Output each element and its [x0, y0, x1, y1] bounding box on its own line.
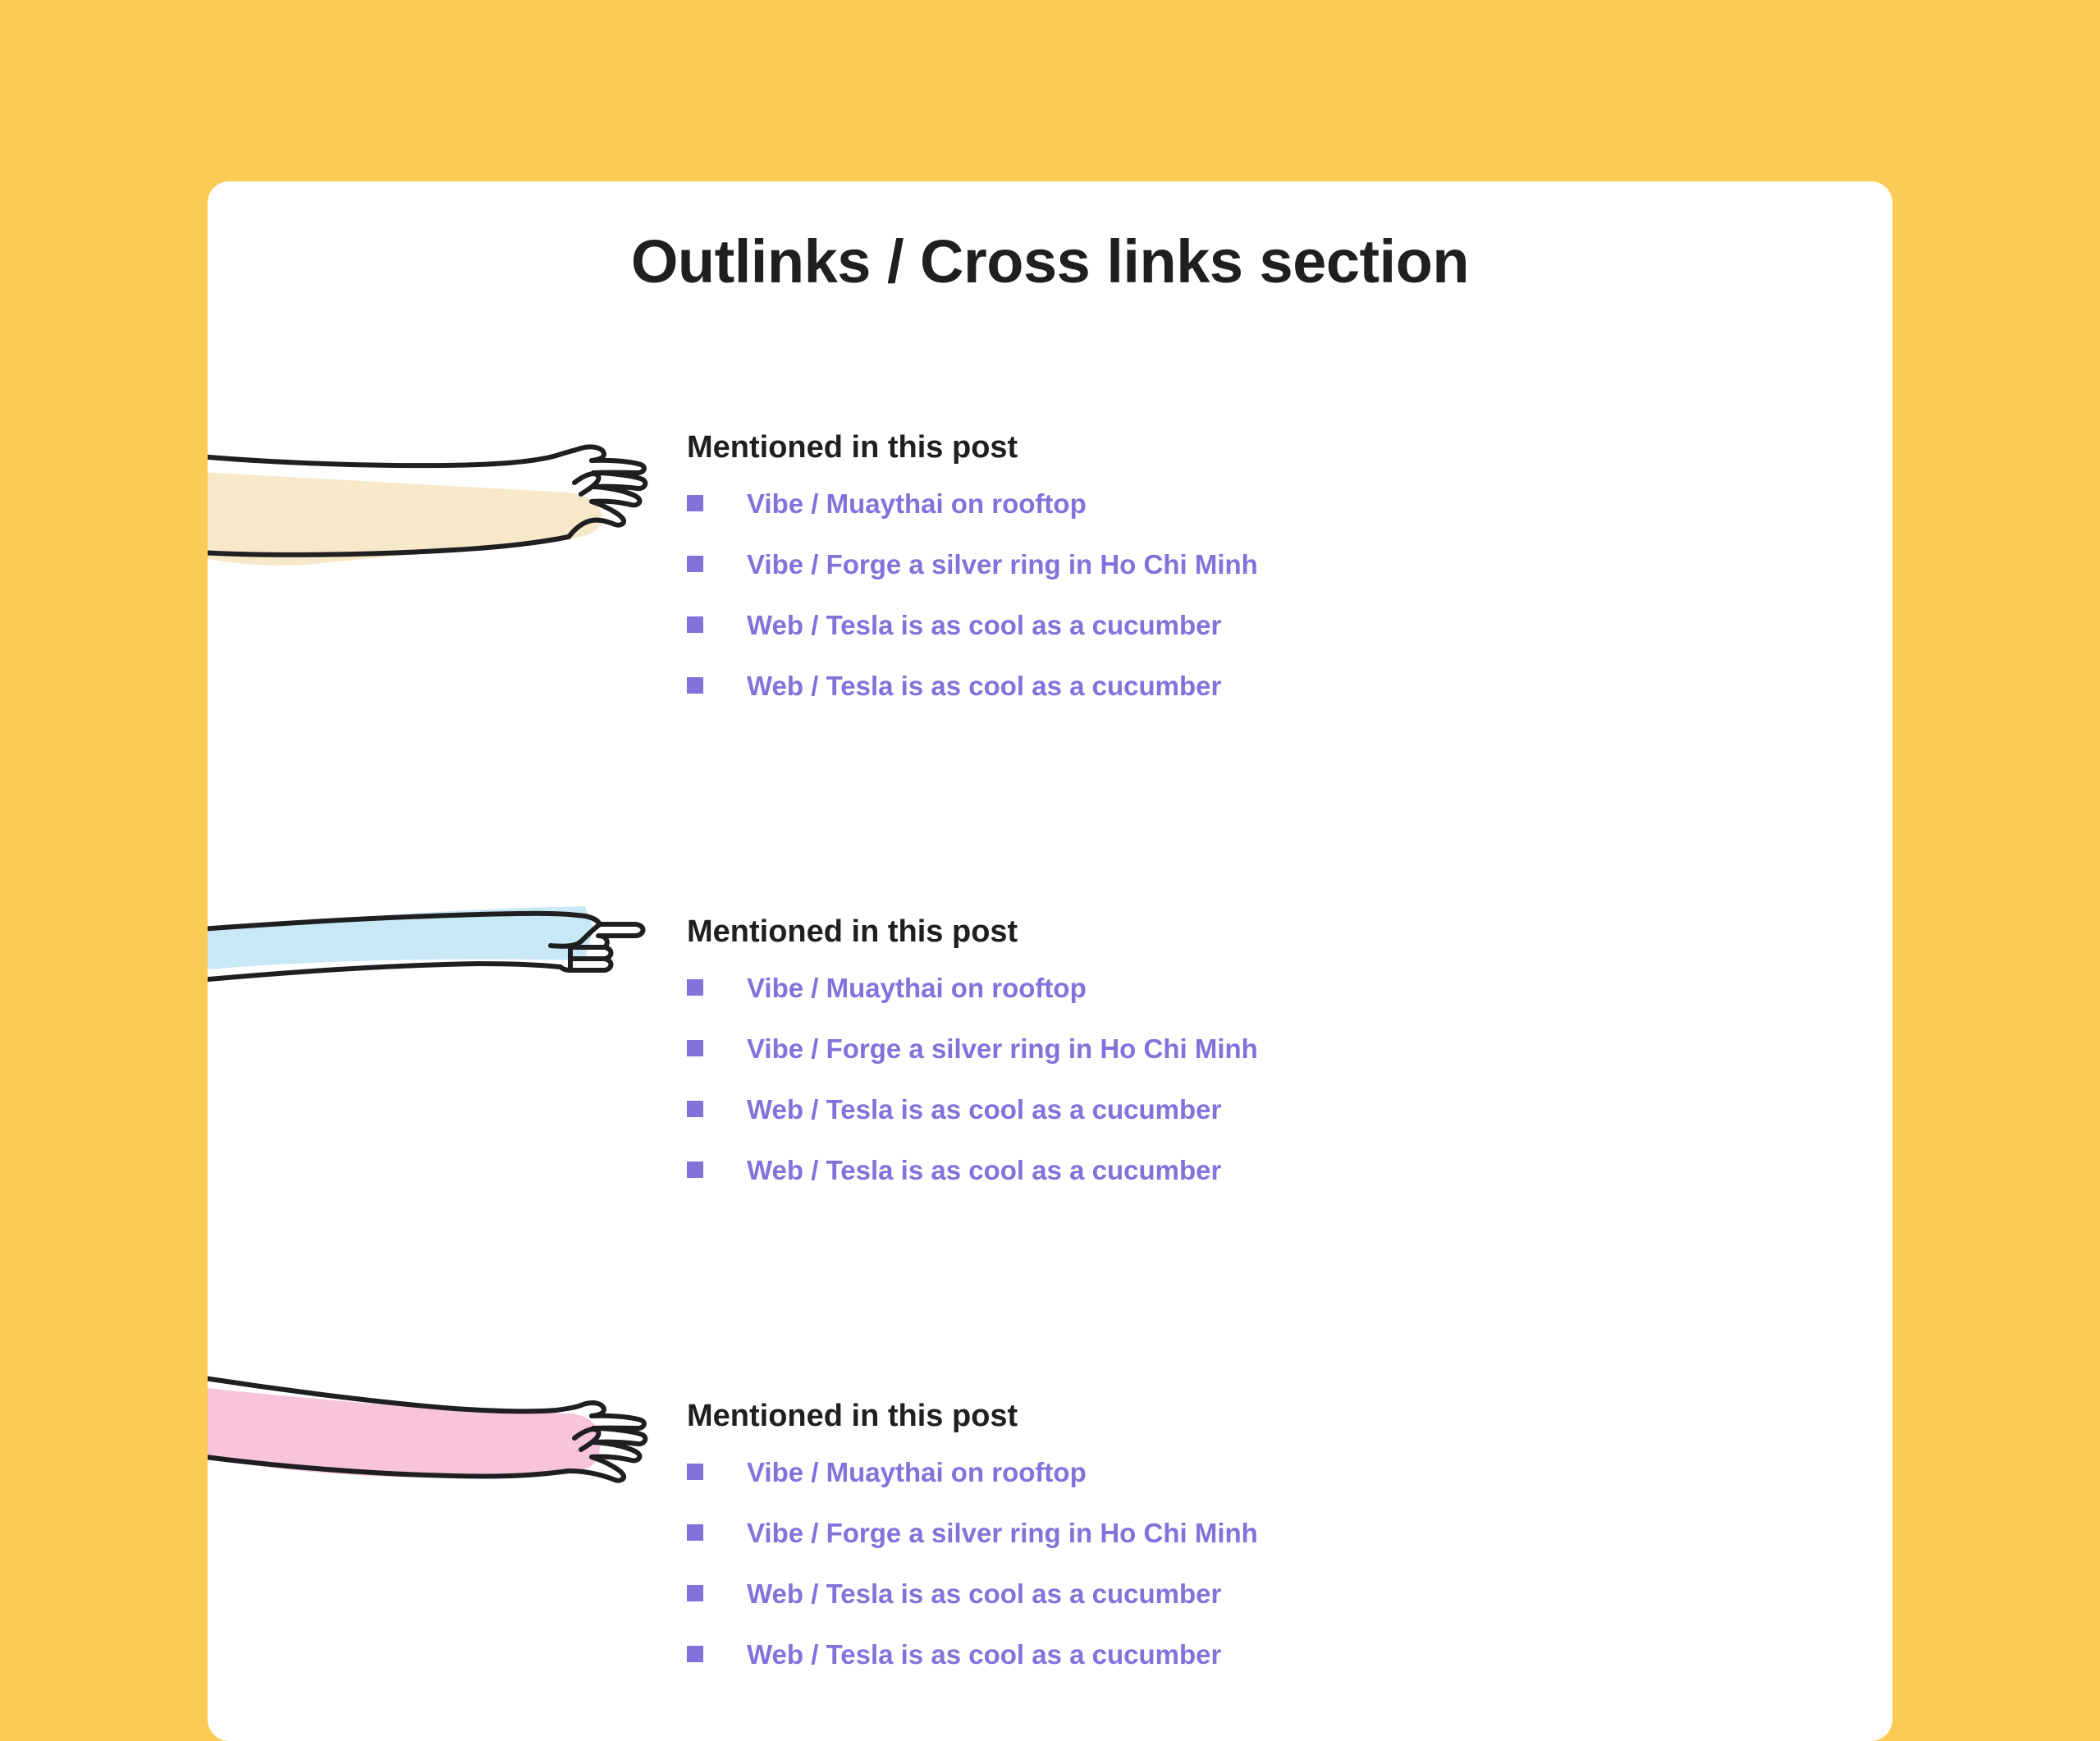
square-bullet-icon	[687, 1464, 703, 1480]
outlinks-block-1	[208, 427, 1892, 772]
list-item	[687, 483, 1258, 544]
outlink[interactable]: Web / Tesla is as cool as a cucumber	[747, 671, 1222, 701]
list-item	[687, 1029, 1258, 1089]
outlink[interactable]: Vibe / Forge a silver ring in Ho Chi Minh	[747, 1033, 1258, 1064]
outlink[interactable]: Vibe / Forge a silver ring in Ho Chi Minh	[747, 1518, 1258, 1548]
outlinks-list	[687, 968, 1258, 1211]
square-bullet-icon	[687, 556, 703, 572]
square-bullet-icon	[687, 677, 703, 694]
open-hand-icon	[208, 1395, 651, 1560]
square-bullet-icon	[687, 1040, 703, 1056]
outlink[interactable]: Web / Tesla is as cool as a cucumber	[747, 1155, 1222, 1185]
square-bullet-icon	[687, 495, 703, 511]
list-item	[687, 544, 1258, 605]
outlink[interactable]: Web / Tesla is as cool as a cucumber	[747, 1639, 1222, 1670]
pointing-hand-icon	[208, 911, 651, 1075]
list-item	[687, 968, 1258, 1029]
outlinks-content-3	[687, 1395, 1258, 1695]
outlink[interactable]: Web / Tesla is as cool as a cucumber	[747, 1094, 1222, 1125]
outlinks-list	[687, 1452, 1258, 1695]
page-title: Outlinks / Cross links section	[630, 227, 1470, 296]
list-item	[687, 1452, 1258, 1513]
section-heading: Mentioned in this post	[687, 430, 1018, 465]
outlinks-list	[687, 483, 1258, 726]
outlinks-block-2	[208, 911, 1892, 1256]
content-card	[208, 181, 1892, 1741]
square-bullet-icon	[687, 979, 703, 996]
outlinks-content-1	[687, 427, 1258, 726]
section-heading: Mentioned in this post	[687, 1399, 1018, 1433]
outlink[interactable]: Vibe / Muaythai on rooftop	[747, 973, 1087, 1003]
outlink[interactable]: Web / Tesla is as cool as a cucumber	[747, 610, 1222, 640]
square-bullet-icon	[687, 1161, 703, 1178]
square-bullet-icon	[687, 1646, 703, 1662]
square-bullet-icon	[687, 1101, 703, 1117]
open-hand-icon	[208, 427, 651, 591]
list-item	[687, 605, 1258, 666]
section-heading: Mentioned in this post	[687, 914, 1018, 949]
list-item	[687, 666, 1258, 726]
outlinks-content-2	[687, 911, 1258, 1211]
outlink[interactable]: Web / Tesla is as cool as a cucumber	[747, 1578, 1222, 1609]
outlinks-block-3	[208, 1395, 1892, 1740]
outlink[interactable]: Vibe / Muaythai on rooftop	[747, 488, 1087, 519]
outlink[interactable]: Vibe / Forge a silver ring in Ho Chi Minh	[747, 549, 1258, 580]
list-item	[687, 1150, 1258, 1211]
list-item	[687, 1574, 1258, 1634]
square-bullet-icon	[687, 1524, 703, 1541]
square-bullet-icon	[687, 1585, 703, 1601]
list-item	[687, 1089, 1258, 1150]
square-bullet-icon	[687, 616, 703, 633]
list-item	[687, 1513, 1258, 1574]
outlink[interactable]: Vibe / Muaythai on rooftop	[747, 1457, 1087, 1487]
list-item	[687, 1634, 1258, 1695]
